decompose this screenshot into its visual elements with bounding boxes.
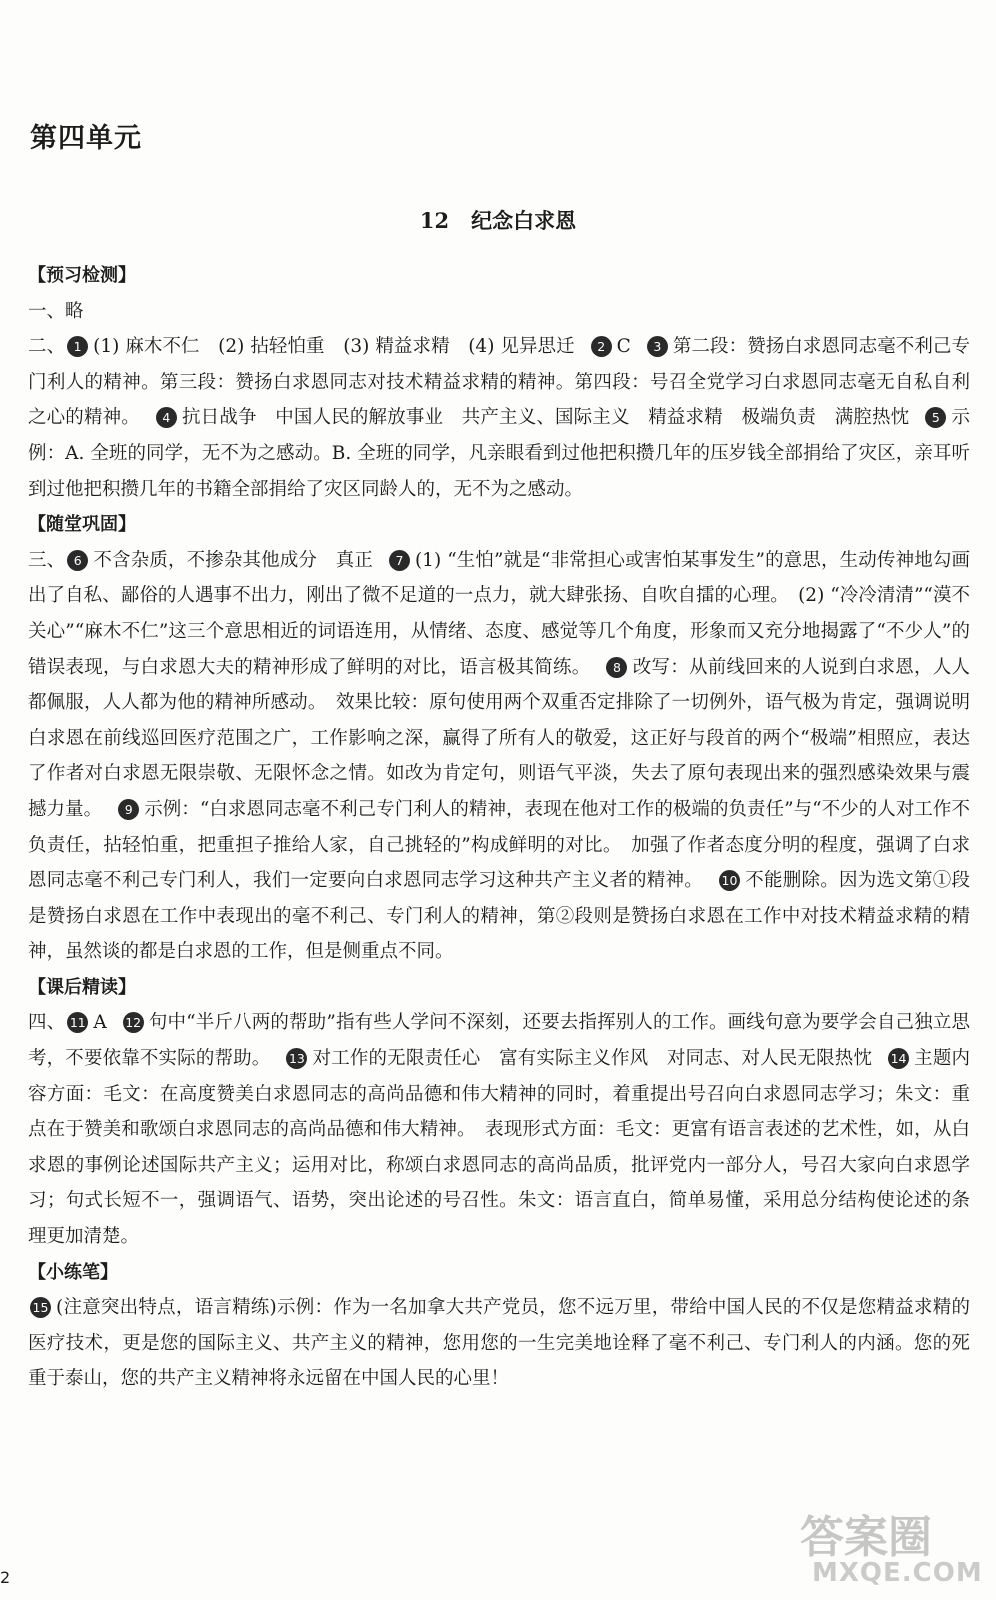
question-number-badge: 14 [888, 1048, 909, 1069]
roman-prefix: 四、 [28, 1012, 66, 1034]
page-number: 2 [0, 1568, 11, 1587]
section-heading-inclass: 【随堂巩固】 [28, 514, 136, 536]
question-number-badge: 7 [389, 550, 410, 571]
answer-text: 对工作的无限责任心 富有实际主义作风 对同志、对人民无限热忱 [312, 1048, 873, 1070]
lesson-title [0, 205, 996, 235]
question-number-badge: 1 [67, 336, 88, 357]
question-number-badge: 2 [591, 336, 612, 357]
lesson-number: 12 [419, 208, 450, 233]
question-number-badge: 6 [67, 550, 88, 571]
question-number-badge: 5 [925, 407, 946, 428]
answer-block-writing [28, 1290, 970, 1397]
question-number-badge: 13 [286, 1048, 307, 1069]
section-heading-afterclass: 【课后精读】 [28, 976, 136, 998]
answer-text: C [616, 336, 631, 358]
answer-block-san [28, 543, 970, 970]
answer-text: (1) “生怕”就是“非常担心或害怕某事发生”的意思，生动传神地勾画出了自私、鄙俗的人遇事不出力，刚出了微不足道的一点力，就大肆张扬、自吹自擂的心理。 (2) “冷冷清清”“漠不关心”“麻木不仁”这三个意思相近的词语连用，从情绪、态度、感觉等几个角度，形象而又充分地揭露了“不少人”的错误表现，与白求恩大夫的精神形成了鲜明的对比，语言极其简练。 [28, 549, 970, 678]
answer-text: 抗日战争 中国人民的解放事业 共产主义、国际主义 精益求精 极端负责 满腔热忱 [181, 407, 910, 429]
answer-text: A [93, 1012, 107, 1034]
question-number-badge: 11 [67, 1012, 88, 1033]
question-number-badge: 9 [118, 799, 139, 820]
answer-text: 改写：从前线回来的人说到白求恩，人人都佩服，人人都为他的精神所感动。 效果比较：原句使用两个双重否定排除了一切例外，语气极为肯定，强调说明白求恩在前线巡回医疗范围之广，工作影响之深，赢得了所有人的敬爱，这正好与段首的两个“极端”相照应，表达了作者对白求恩无限崇敬、无限怀念之情。如改为肯定句，则语气平淡，失去了原句表现出来的强烈感染效果与震撼力量。 [28, 656, 970, 820]
watermark-logo-text: 答案圈 [800, 1512, 932, 1562]
answer-text: 第二段：赞扬白求恩同志毫不利己专门利人的精神。第三段：赞扬白求恩同志对技术精益求精的精神。第四段：号召全党学习白求恩同志毫无自私自利之心的精神。 [28, 336, 970, 429]
answer-text: 不含杂质，不掺杂其他成分 真正 [93, 549, 373, 571]
watermark-logo [800, 1510, 975, 1562]
answer-text: (1) 麻木不仁 (2) 拈轻怕重 (3) 精益求精 (4) 见异思迁 [93, 336, 575, 358]
question-number-badge: 8 [606, 657, 627, 678]
section-heading-writing: 【小练笔】 [28, 1261, 118, 1283]
roman-prefix: 二、 [28, 336, 66, 358]
answer-content [28, 258, 970, 1397]
unit-title: 第四单元 [30, 123, 142, 154]
question-number-badge: 15 [30, 1297, 51, 1318]
question-number-badge: 12 [123, 1012, 144, 1033]
answer-block-si [28, 1005, 970, 1254]
answer-text: 示例：“白求恩同志毫不利己专门利人的精神，表现在他对工作的极端的负责任”与“不少的人对工作不负责任，拈轻怕重，把重担子推给人家，自己挑轻的”构成鲜明的对比。 加强了作者态度分明的程度，强调了白求恩同志毫不利己专门利人，我们一定要向白求恩同志学习这种共产主义者的精神。 [28, 798, 970, 892]
question-number-badge: 4 [156, 407, 177, 428]
answer-text: 主题内容方面：毛文：在高度赞美白求恩同志的高尚品德和伟大精神的同时，着重提出号召向白求恩同志学习；朱文：重点在于赞美和歌颂白求恩同志的高尚品德和伟大精神。 表现形式方面：毛文：更富有语言表述的艺术性，如，从白求恩的事例论述国际共产主义；运用对比，称颂白求恩同志的高尚品质，批评党内一部分人，号召大家向白求恩学习；句式长短不一，强调语气、语势，突出论述的号召性。朱文：语言直白，简单易懂，采用总分结构使论述的条理更加清楚。 [28, 1048, 970, 1248]
question-number-badge: 3 [647, 336, 668, 357]
answer-text: 不能删除。因为选文第①段是赞扬白求恩在工作中表现出的毫不利己、专门利人的精神，第②段则是赞扬白求恩在工作中对技术精益求精的精神，虽然谈的都是白求恩的工作，但是侧重点不同。 [28, 870, 970, 963]
answer-text: 示例：A. 全班的同学，无不为之感动。B. 全班的同学，凡亲眼看到过他把积攒几年的压岁钱全部捐给了灾区，亲耳听到过他把积攒几年的书籍全部捐给了灾区同龄人的，无不为之感动。 [28, 407, 970, 500]
section-heading-preview: 【预习检测】 [28, 265, 136, 286]
answer-text: 句中“半斤八两的帮助”指有些人学问不深刻，还要去指挥别人的工作。画线句意为要学会自己独立思考，不要依靠不实际的帮助。 [28, 1012, 970, 1070]
watermark-site: MXQE.COM [812, 1558, 983, 1588]
answer-line-yi: 一、略 [28, 300, 84, 322]
roman-prefix: 三、 [28, 549, 66, 571]
question-number-badge: 10 [719, 870, 740, 891]
answer-block-er [28, 329, 970, 507]
lesson-name: 纪念白求恩 [471, 208, 577, 233]
answer-text: (注意突出特点，语言精练)示例：作为一名加拿大共产党员，您不远万里，带给中国人民的不仅是您精益求精的医疗技术，更是您的国际主义、共产主义的精神，您用您的一生完美地诠释了毫不利己、专门利人的内涵。您的死重于泰山，您的共产主义精神将永远留在中国人民的心里！ [28, 1297, 970, 1390]
